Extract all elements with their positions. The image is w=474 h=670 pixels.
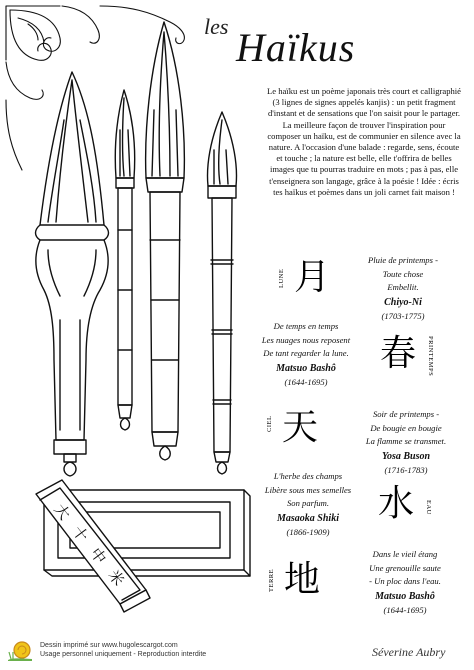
poem-line: Embellit. xyxy=(387,282,419,293)
svg-text:大: 大 xyxy=(50,500,74,524)
artist-signature: Séverine Aubry xyxy=(372,645,446,659)
footer-line-1: Dessin imprimé sur www.hugolescargot.com xyxy=(40,642,178,649)
kanji-label-lune: LUNE xyxy=(278,268,285,288)
poem-years: (1644-1695) xyxy=(383,604,427,615)
poem-years: (1866-1909) xyxy=(286,526,330,537)
poem-buson xyxy=(350,408,462,478)
kanji-earth: 地 xyxy=(284,559,321,600)
poem-line: Dans le vieil étang xyxy=(372,549,438,559)
poem-chiyo-ni xyxy=(348,254,458,324)
title-prefix: les xyxy=(204,14,229,39)
kanji-label-eau: EAU xyxy=(425,500,432,515)
kanji-water: 水 xyxy=(378,483,415,524)
footer-credits xyxy=(40,641,206,659)
ink-stick xyxy=(36,480,150,612)
poem-author: Masaoka Shiki xyxy=(277,513,339,525)
thin-brush xyxy=(115,90,134,430)
poem-author: Matsuo Bashô xyxy=(375,591,435,603)
snail-logo-icon xyxy=(6,638,36,664)
poem-line: Pluie de printemps - xyxy=(368,255,438,265)
intro-paragraph: Le haïku est un poème japonais très court et calligraphié (3 lignes de signes appelés kanjis) : un petit fragment d'instant et de sensations que l'on saisit pour le partager. La meilleure façon de trouver l'inspiration pour composer un haïku, est de communier en silence avec la nature. A l'occasion d'une balade : regarde, sens, écoute et touche ; la nature est belle, elle t'offrira de belles images que tu pourras traduire en mots ; pas à pas, elle t'enseignera son langage, grâce à la poésie ! Idée : écris tes haïkus et poèmes dans un joli carnet fait maison ! xyxy=(266,86,461,197)
poem-shiki xyxy=(248,470,368,540)
large-brush xyxy=(36,72,109,476)
poem-line: L'herbe des champs xyxy=(273,471,343,481)
svg-text:中: 中 xyxy=(86,544,110,568)
tall-brush xyxy=(146,22,185,460)
poem-line: Une grenouille saute xyxy=(369,562,441,573)
corner-ornament xyxy=(6,6,184,170)
kanji-label-ciel: CIEL xyxy=(266,415,273,432)
poem-line: Son parfum. xyxy=(286,498,330,509)
poem-years: (1716-1783) xyxy=(384,464,428,475)
poem-author: Matsuo Bashô xyxy=(276,363,336,375)
kanji-spring: 春 xyxy=(380,333,417,374)
poem-line: De bougie en bougie xyxy=(370,422,442,433)
kanji-sky: 天 xyxy=(282,407,319,448)
kanji-moon: 月 xyxy=(294,257,331,298)
poem-line: De temps en temps xyxy=(273,321,339,331)
svg-text:米: 米 xyxy=(104,566,128,590)
kanji-label-printemps: PRINTEMPS xyxy=(427,336,434,377)
poem-years: (1703-1775) xyxy=(381,310,425,321)
poem-line: Soir de printemps - xyxy=(372,409,440,419)
bamboo-brush xyxy=(208,112,237,474)
poem-line: Libère sous mes semelles xyxy=(264,484,352,495)
poem-line: La flamme se transmet. xyxy=(365,436,447,447)
poem-basho-frog xyxy=(346,548,464,618)
poem-author: Yosa Buson xyxy=(381,451,431,463)
poem-basho-moon xyxy=(246,320,366,390)
poem-line: Toute chose xyxy=(382,268,424,279)
kanji-label-terre: TERRE xyxy=(268,568,275,592)
svg-text:十: 十 xyxy=(68,522,92,546)
poem-author: Chiyo-Ni xyxy=(384,297,422,309)
poem-years: (1644-1695) xyxy=(284,376,328,387)
poem-line: Les nuages nous reposent xyxy=(261,334,351,345)
page-title: Haïkus xyxy=(236,25,356,70)
poem-line: De tant regarder la lune. xyxy=(263,348,349,359)
poem-line: - Un ploc dans l'eau. xyxy=(369,576,441,587)
footer-line-2: Usage personnel uniquement - Reproduction interdite xyxy=(40,651,207,658)
